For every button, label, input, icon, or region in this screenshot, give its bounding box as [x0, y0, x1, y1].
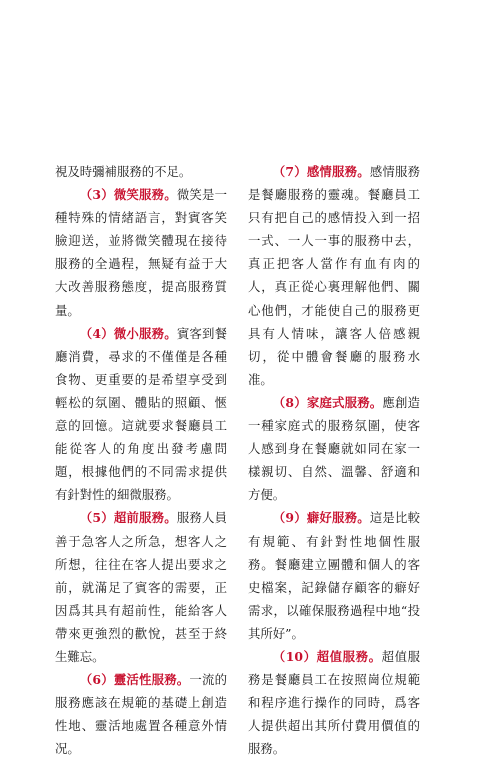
left-column [55, 160, 227, 760]
section-heading: （10）超值服務。 [272, 648, 382, 664]
section-body: 這是比較有規範、有針對性地個性服務。餐廳建立團體和個人的客史檔案，記錄儲存顧客的癖好需求，以確保服務過程中地“投其所好”。 [248, 510, 420, 641]
section-smile-service [55, 183, 227, 322]
section-family-service [248, 391, 420, 506]
section-flexible-service [55, 668, 227, 760]
section-body: 服務人員善于急客人之所急，想客人之所想，往往在客人提出要求之前，就滿足了賓客的需要，正因爲其具有超前性，能給客人帶來更強烈的歡悅，甚至于終生難忘。 [55, 510, 227, 664]
section-heading: （3）微笑服務。 [79, 187, 177, 203]
section-body: 應創造一種家庭式的服務氛圍，使客人感到身在餐廳就如同在家一樣親切、自然、溫馨、舒適和方便。 [248, 394, 421, 503]
section-body: 一流的服務應該在規範的基礎上創造性地、靈活地處置各種意外情况。 [55, 672, 228, 757]
section-heading: （4）微小服務。 [79, 325, 177, 341]
section-heading: （6）靈活性服務。 [79, 672, 190, 688]
section-heading: （7）感情服務。 [272, 164, 370, 179]
section-heading: （5）超前服務。 [79, 510, 177, 526]
section-heading: （8）家庭式服務。 [272, 394, 383, 410]
section-body: 賓客到餐廳消費，尋求的不僅僅是各種食物、更重要的是希望享受到輕松的氛圍、體貼的照顧、愜意的回憶。這就要求餐廳員工能從客人的角度出發考慮問題，根據他們的不同需求提供有針對性的細微服務。 [55, 325, 227, 503]
section-body: 感情服務是餐廳服務的靈魂。餐廳員工只有把自己的感情投入到一招一式、一人一事的服務中去，真正把客人當作有血有肉的人，真正從心裏理解他們、關心他們，才能使自己的服務更具有人情味，讓客人倍感親切，從中體會餐廳的服務水准。 [248, 164, 420, 387]
section-detail-service [55, 322, 227, 507]
right-column [248, 160, 420, 760]
section-advance-service [55, 506, 227, 668]
continuation-text: 視及時彌補服務的不足。 [55, 164, 192, 179]
section-heading: （9）癖好服務。 [272, 510, 370, 526]
section-body: 超值服務是餐廳員工在按照崗位規範和程序進行操作的同時，爲客人提供超出其所付費用價值的服務。 [248, 648, 421, 757]
section-value-added-service [248, 645, 420, 760]
section-emotional-service [248, 160, 420, 391]
section-preference-service [248, 506, 420, 645]
section-body: 微笑是一種特殊的情緒語言，對賓客笑臉迎送，並將微笑體現在接待服務的全過程，無疑有益于大大改善服務態度，提高服務質量。 [55, 187, 227, 318]
